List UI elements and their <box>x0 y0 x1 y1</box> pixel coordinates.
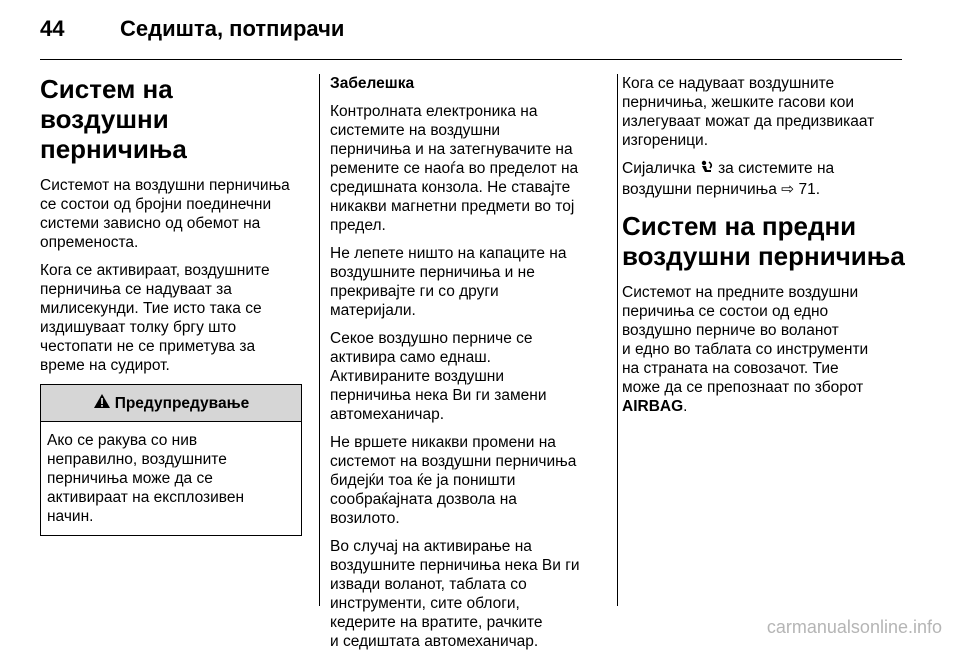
watermark: carmanualsonline.info <box>766 617 942 637</box>
column-divider <box>617 74 618 606</box>
airbag-system-heading: Систем на воздушни перничиња <box>40 74 187 164</box>
page-number: 44 <box>40 16 65 41</box>
paragraph <box>622 283 912 416</box>
text: Сијаличка <box>622 160 696 177</box>
text: Системот на предните воздушни перичиња се состои од едно воздушно перниче во воланот и едно во таблата со инструменти на страната на совозачот. Тие може да се препознаат по зборот <box>622 284 869 396</box>
airbag-word: AIRBAG <box>622 398 684 415</box>
airbag-seat-icon <box>700 160 714 180</box>
paragraph: Контролната електроника на системите на воздушни перничиња и на затегнувачите на ремените се наоѓа во пределот на средишната конзола. Не ставајте никакви магнетни предмети во тој предел. <box>330 103 579 234</box>
paragraph: Системот на воздушни перничиња се состои од бројни поединечни системи зависно од обемот на опременоста. <box>40 177 290 251</box>
front-airbag-heading: Систем на предни воздушни перничиња <box>622 211 905 271</box>
warning-triangle-icon <box>93 393 111 414</box>
paragraph: Не лепете ништо на капаците на воздушните перничиња и не прекривајте ги со други материјали. <box>330 245 567 319</box>
paragraph: Кога се надуваат воздушните перничиња, жешките гасови кои излегуваат можат да предизвикаат изгореници. <box>622 75 875 149</box>
page-header <box>40 14 900 50</box>
paragraph: Во случај на активирање на воздушните перничиња нека Ви ги извади воланот, таблата со инструменти, сите облоги, кедерите на вратите, рачките и седиштата автомеханичар. <box>330 538 580 650</box>
page-reference-icon: ⇨ <box>781 181 795 198</box>
column-1 <box>40 74 302 536</box>
text: за системите на воздушни перничиња <box>622 160 835 198</box>
column-3 <box>622 74 912 425</box>
header-rule <box>40 59 902 60</box>
paragraph: Не вршете никакви промени на системот на воздушни перничиња бидејќи тоа ќе ја поништи сообраќајната дозвола на возилото. <box>330 434 577 527</box>
column-2 <box>330 74 605 660</box>
warning-light-paragraph <box>622 159 912 199</box>
warning-box <box>40 384 302 536</box>
note-title: Забелешка <box>330 75 415 92</box>
warning-header <box>41 385 301 422</box>
paragraph: Секое воздушно перниче се активира само еднаш. Активираните воздушни перничиња нека Ви ги замени автомеханичар. <box>330 330 547 423</box>
section-title: Седишта, потпирачи <box>120 16 345 41</box>
page-reference-link[interactable]: 71. <box>798 181 821 198</box>
warning-text: Ако се ракува со нив неправилно, воздушните перничиња може да се активираат на експлозивен начин. <box>47 432 245 525</box>
text: . <box>683 398 688 415</box>
column-divider <box>319 74 320 606</box>
paragraph: Кога се активираат, воздушните перничиња се надуваат за милисекунди. Тие исто така се издишуваат толку бргу што честопати не се приметува за време на судирот. <box>40 262 270 374</box>
warning-title: Предупредување <box>114 394 250 412</box>
